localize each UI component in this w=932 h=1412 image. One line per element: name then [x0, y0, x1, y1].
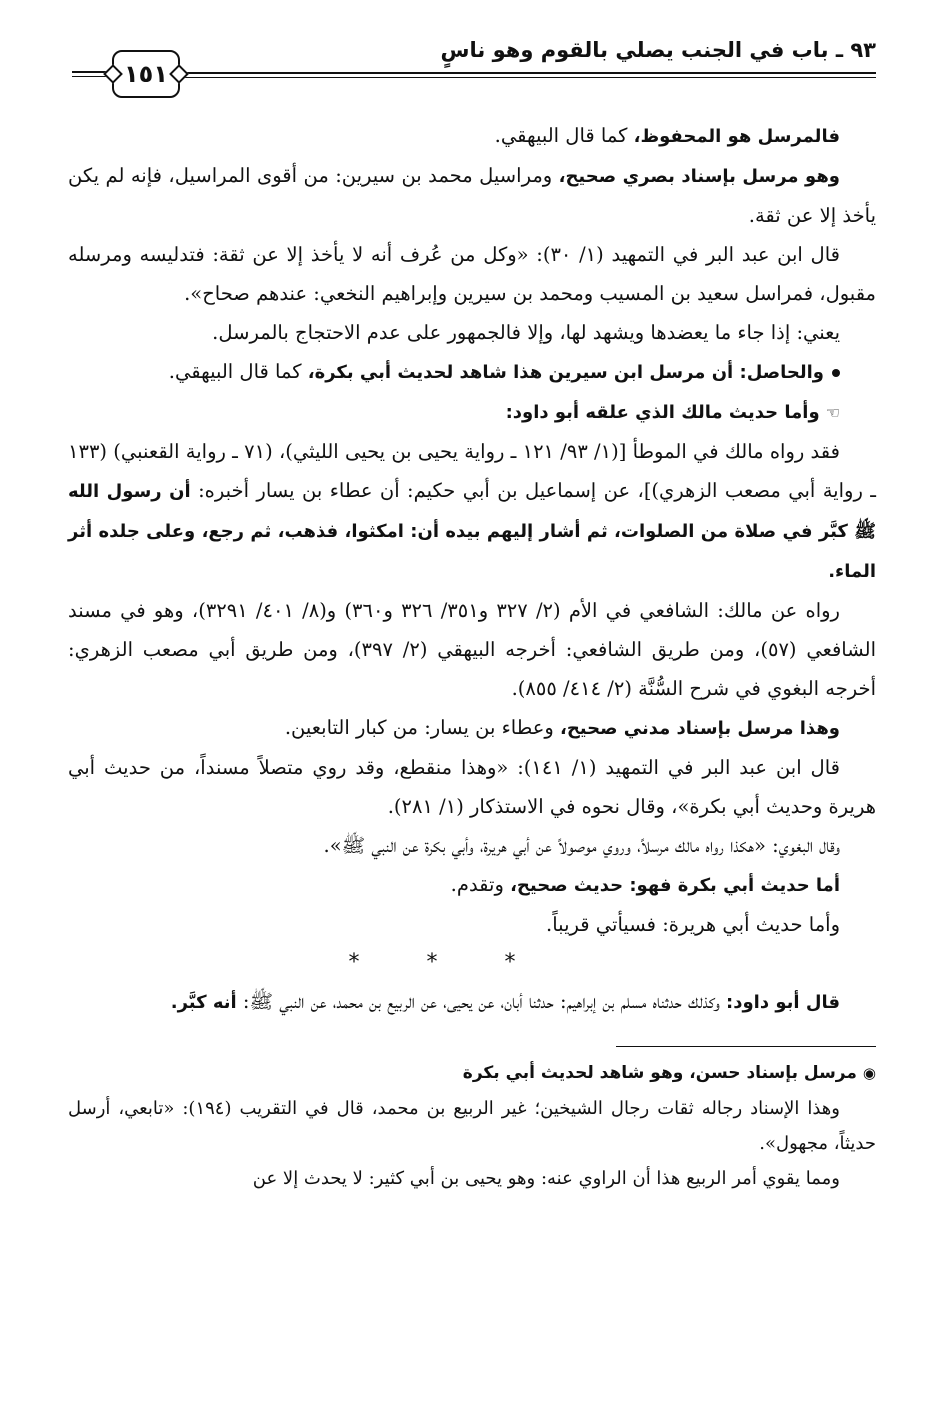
bold-phrase: وهو مرسل بإسناد بصري صحيح، [558, 166, 840, 187]
bold-phrase: فالمرسل هو المحفوظ، [633, 126, 840, 147]
text: كما قال البيهقي. [168, 360, 308, 383]
text: وتقدم. [450, 873, 511, 896]
paragraph: يعني: إذا جاء ما يعضدها ويشهد لها، وإلا فالجمهور على عدم الاحتجاج بالمرسل. [212, 321, 840, 344]
page-header [68, 36, 876, 96]
page-number: ١٥١ [124, 60, 168, 88]
paragraph: وأما حديث أبي هريرة: فسيأتي قريباً. [546, 913, 840, 936]
bullet-icon [832, 369, 840, 377]
bold-phrase: أن رسول الله ﷺ كبَّر في صلاة من الصلوات، ثم أشار إليهم بيده أن: امكثوا، فذهب، ثم رجع، وعلى جلده أثر الماء. [68, 481, 876, 582]
paragraph [68, 352, 876, 392]
paragraph [68, 156, 876, 235]
bold-phrase: وأما حديث مالك الذي علقه أبو داود: [505, 402, 820, 423]
header-rule-thin [180, 77, 876, 78]
bold-phrase: أنه كبَّر. [170, 992, 237, 1013]
paragraph: قال ابن عبد البر في التمهيد (١/ ١٤١): «وهذا منقطع، وقد روي متصلاً مسنداً، من حديث أبي هريرة وحديث أبي بكرة»، وقال نحوه في الاستذكار (١/ ٢٨١). [68, 756, 876, 818]
text: وعطاء بن يسار: من كبار التابعين. [284, 716, 560, 739]
badge-rule-left [72, 71, 106, 73]
paragraph [68, 116, 876, 156]
badge-rule-left-thin [72, 76, 106, 77]
paragraph: قال ابن عبد البر في التمهيد (١/ ٣٠): «وكل من عُرف أنه لا يأخذ إلا عن ثقة: فتدليسه ومرسله مقبول، فمراسل سعيد بن المسيب ومحمد بن سيرين وإبراهيم النخعي: عندهم صحاح». [68, 243, 876, 305]
section-separator: * * * [348, 950, 546, 975]
text: كما قال البيهقي. [494, 124, 634, 147]
paragraph [68, 865, 876, 905]
main-text [68, 116, 876, 1022]
footnote-heading-text: مرسل بإسناد حسن، وهو شاهد لحديث أبي بكرة [462, 1063, 857, 1083]
text: وكذلك حدثناه مسلم بن إبراهيم: حدثنا أبان، عن يحيى، عن الربيع بن محمد، عن النبي ﷺ: [236, 990, 727, 1013]
paragraph [68, 392, 876, 432]
book-page [68, 36, 876, 1196]
footnote-line: وهذا الإسناد رجاله ثقات رجال الشيخين؛ غير الربيع بن محمد، قال في التقريب (١٩٤): «تابعي، أرسل حديثاً، مجهول». [68, 1098, 876, 1154]
paragraph [68, 982, 876, 1022]
paragraph [68, 432, 876, 591]
bold-phrase: والحاصل: أن مرسل ابن سيرين هذا شاهد لحديث أبي بكرة، [307, 362, 824, 383]
header-rule [180, 72, 876, 74]
footnote [68, 1055, 876, 1196]
chapter-title: ٩٣ ـ باب في الجنب يصلي بالقوم وهو ناسٍ [440, 38, 876, 62]
bold-phrase: أما حديث أبي بكرة فهو: حديث صحيح، [510, 875, 840, 896]
footnote-marker-icon: ◉ [862, 1064, 876, 1082]
arrow-icon: ☜ [825, 403, 840, 422]
bold-phrase: قال أبو داود: [726, 992, 840, 1013]
paragraph: رواه عن مالك: الشافعي في الأم (٢/ ٣٢٧ و٣٥١/ ٣٢٦ و٣٦٠) و(٨/ ٤٠١/ ٣٢٩١)، وهو في مسند الشافعي (٥٧)، ومن طريق الشافعي: أخرجه البيهقي (٢/ ٣٩٧)، ومن طريق أبي مصعب الزهري: أخرجه البغوي في شرح السُّنَّة (٢/ ٤١٤/ ٨٥٥). [68, 599, 876, 700]
bold-phrase: وهذا مرسل بإسناد مدني صحيح، [559, 718, 840, 739]
footnote-line: ومما يقوي أمر الربيع هذا أن الراوي عنه: وهو يحيى بن أبي كثير: لا يحدث إلا عن [252, 1168, 840, 1189]
text: ومراسيل محمد بن سيرين: من أقوى المراسيل، فإنه لم يكن يأخذ إلا عن ثقة. [68, 164, 876, 227]
footnote-heading [68, 1055, 876, 1091]
page-number-badge [112, 50, 180, 98]
paragraph: وقال البغوي: «هكذا رواه مالك مرسلاً، وروي موصولاً عن أبي هريرة، وأبي بكرة عن النبي ﷺ». [323, 834, 840, 857]
footnote-separator [616, 1046, 876, 1047]
text: فقد رواه مالك في الموطأ [(١/ ٩٣/ ١٢١ ـ رواية يحيى بن يحيى الليثي)، (٧١ ـ رواية القعنبي) (١٣٣ ـ رواية أبي مصعب الزهري)]، عن إسماعيل بن أبي حكيم: أن عطاء بن يسار أخبره: [68, 440, 876, 502]
paragraph [68, 708, 876, 748]
